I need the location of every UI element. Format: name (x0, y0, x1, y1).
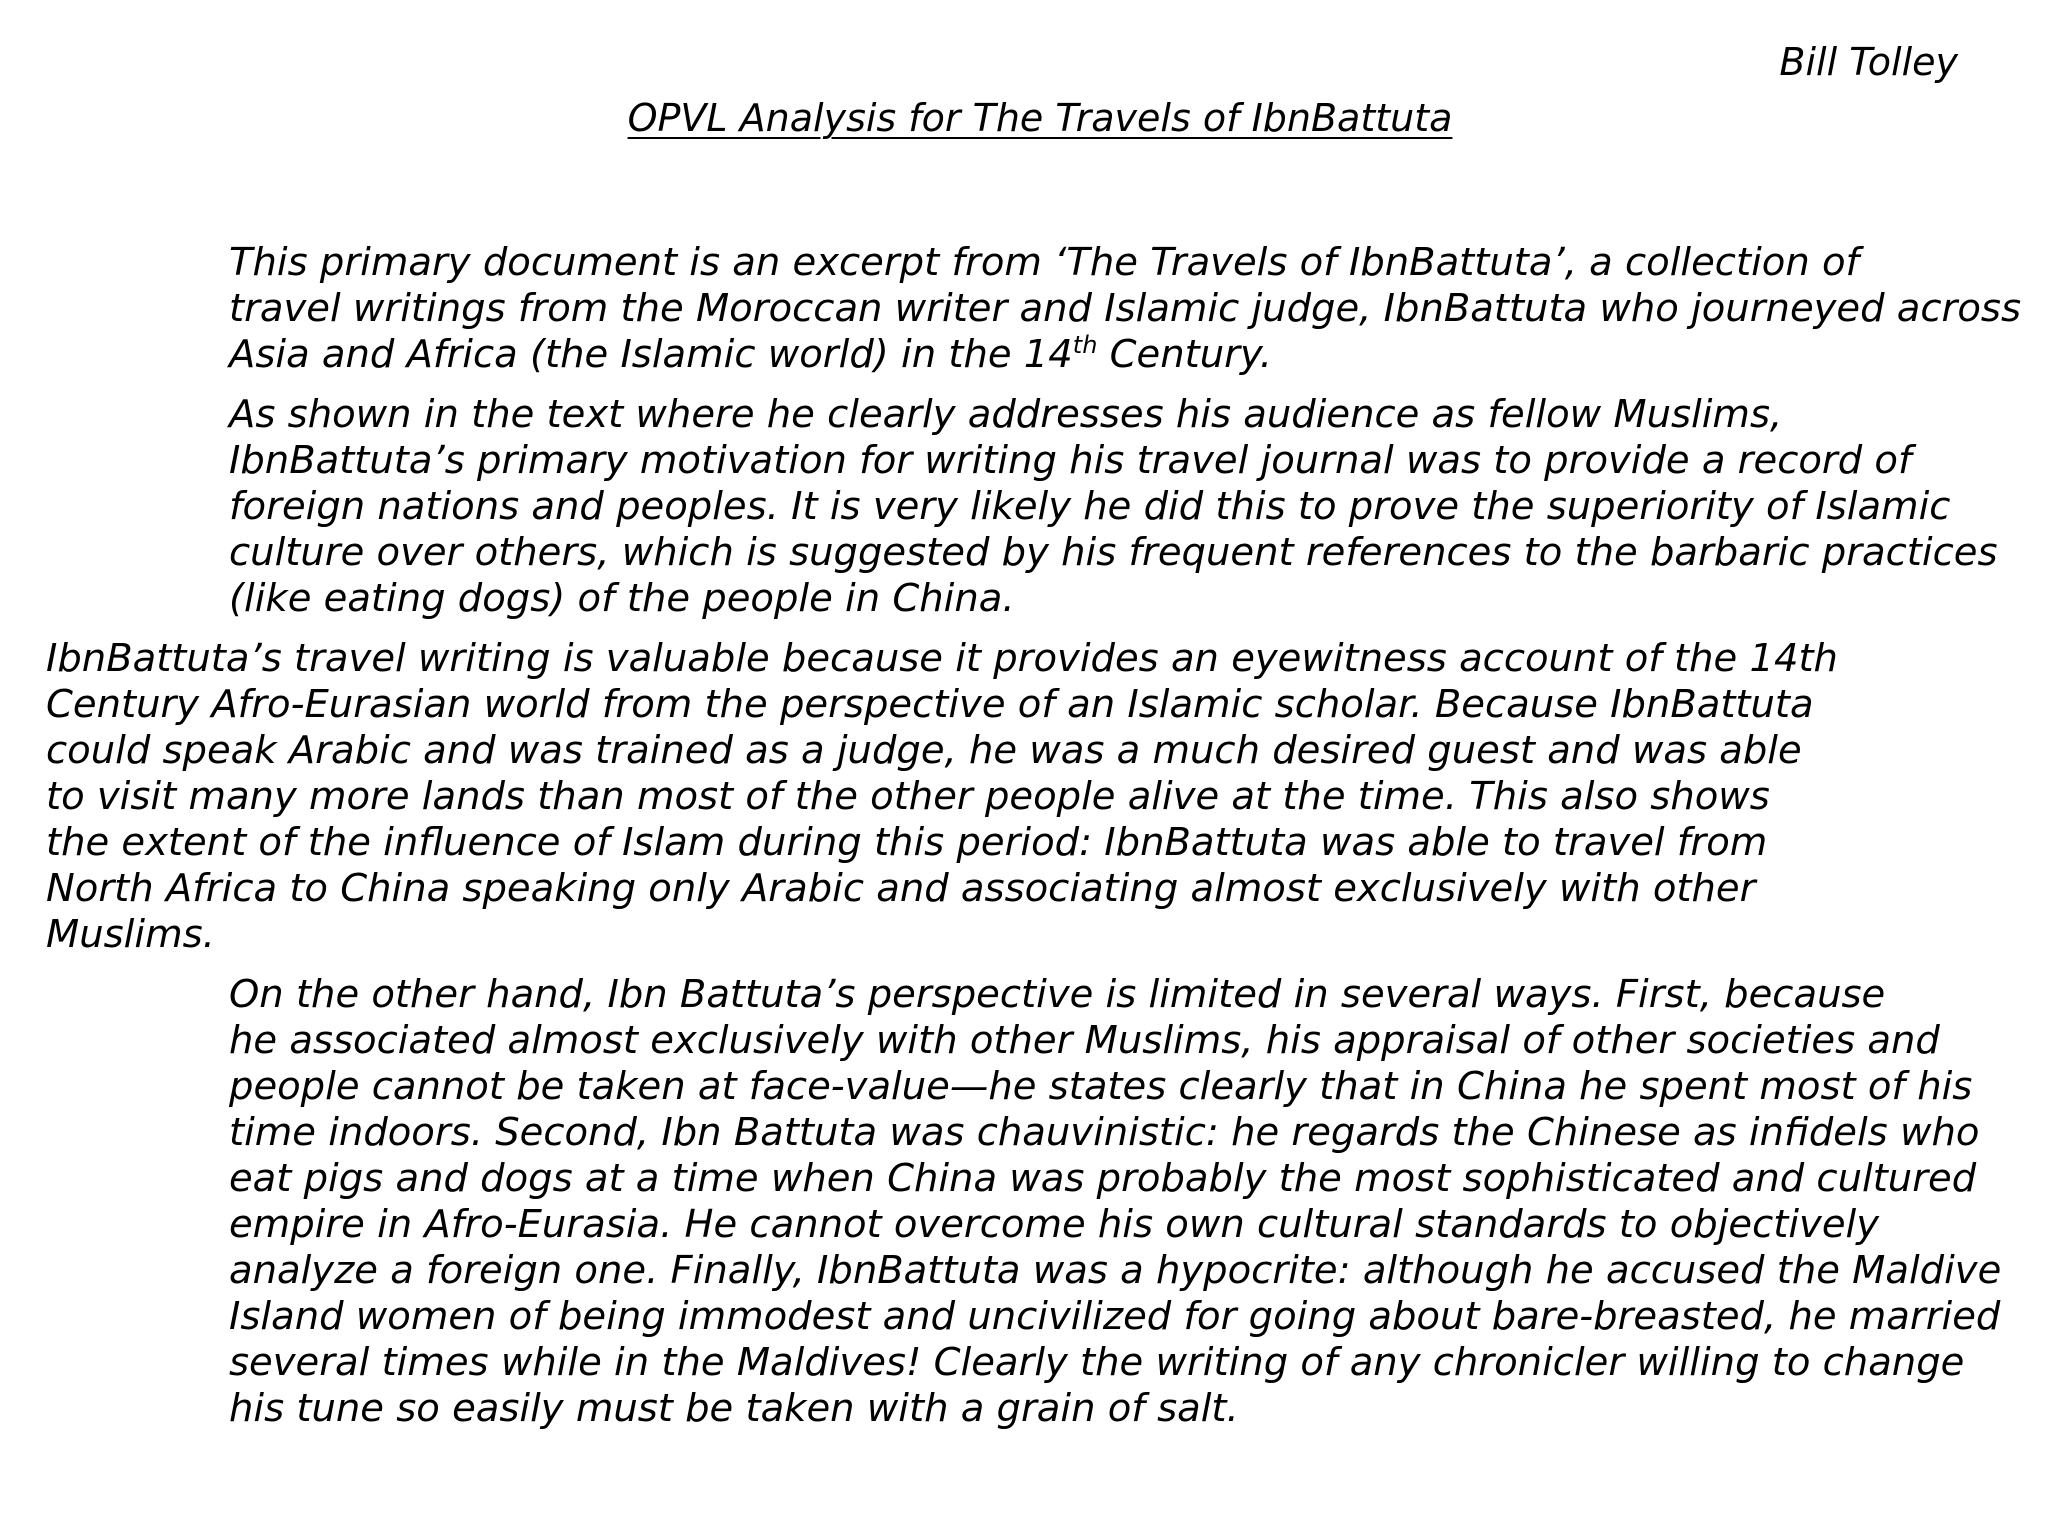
text-line: eat pigs and dogs at a time when China was probably the most sophisticated and cultured (229, 1156, 1977, 1201)
text-segment: Century. (1097, 332, 1272, 377)
text-line: This primary document is an excerpt from ‘The Travels of IbnBattuta’, a collection of (229, 240, 1860, 285)
text-line: culture over others, which is suggested by his frequent references to the barbaric practices (229, 530, 1998, 575)
paragraph-introduction (104, 240, 2044, 378)
text-line: foreign nations and peoples. It is very likely he did this to prove the superiority of Islamic (229, 484, 1951, 529)
text-line: people cannot be taken at face-value—he states clearly that in China he spent most of his (229, 1064, 1973, 1109)
text-line: the extent of the influence of Islam during this period: IbnBattuta was able to travel from (46, 820, 1768, 865)
paragraph-limitations (104, 972, 2044, 1432)
text-line: Century Afro-Eurasian world from the perspective of an Islamic scholar. Because IbnBattuta (46, 682, 1814, 727)
document-body (46, 240, 2044, 1446)
ordinal-superscript: th (1072, 331, 1098, 359)
text-line: On the other hand, Ibn Battuta’s perspective is limited in several ways. First, because (229, 972, 1886, 1017)
text-line: travel writings from the Moroccan writer and Islamic judge, IbnBattuta who journeyed across (229, 286, 2022, 331)
author-name: Bill Tolley (1779, 40, 1958, 84)
paragraph-value (46, 636, 2044, 958)
text-line: empire in Afro-Eurasia. He cannot overcome his own cultural standards to objectively (229, 1202, 1879, 1247)
text-line: to visit many more lands than most of the other people alive at the time. This also shows (46, 774, 1770, 819)
text-line: time indoors. Second, Ibn Battuta was chauvinistic: he regards the Chinese as infidels who (229, 1110, 1980, 1155)
text-line-with-superscript (104, 332, 2044, 378)
text-line: North Africa to China speaking only Arabic and associating almost exclusively with other (46, 866, 1756, 911)
text-segment: Asia and Africa (the Islamic world) in the 14 (229, 332, 1073, 377)
document-title: OPVL Analysis for The Travels of IbnBattuta (627, 96, 1453, 140)
text-line: Muslims. (46, 912, 215, 957)
text-line: he associated almost exclusively with other Muslims, his appraisal of other societies and (229, 1018, 1940, 1063)
text-line: As shown in the text where he clearly addresses his audience as fellow Muslims, (229, 392, 1783, 437)
text-line: (like eating dogs) of the people in China. (229, 576, 1015, 621)
text-line: his tune so easily must be taken with a grain of salt. (229, 1386, 1239, 1431)
paragraph-purpose (104, 392, 2044, 622)
text-line: Island women of being immodest and uncivilized for going about bare-breasted, he married (229, 1294, 2001, 1339)
text-line: several times while in the Maldives! Clearly the writing of any chronicler willing to change (229, 1340, 1965, 1385)
text-line: analyze a foreign one. Finally, IbnBattuta was a hypocrite: although he accused the Maldive (229, 1248, 2002, 1293)
text-line: IbnBattuta’s travel writing is valuable because it provides an eyewitness account of the 14th (46, 636, 1838, 681)
text-line: IbnBattuta’s primary motivation for writing his travel journal was to provide a record of (229, 438, 1912, 483)
text-line: could speak Arabic and was trained as a judge, he was a much desired guest and was able (46, 728, 1802, 773)
